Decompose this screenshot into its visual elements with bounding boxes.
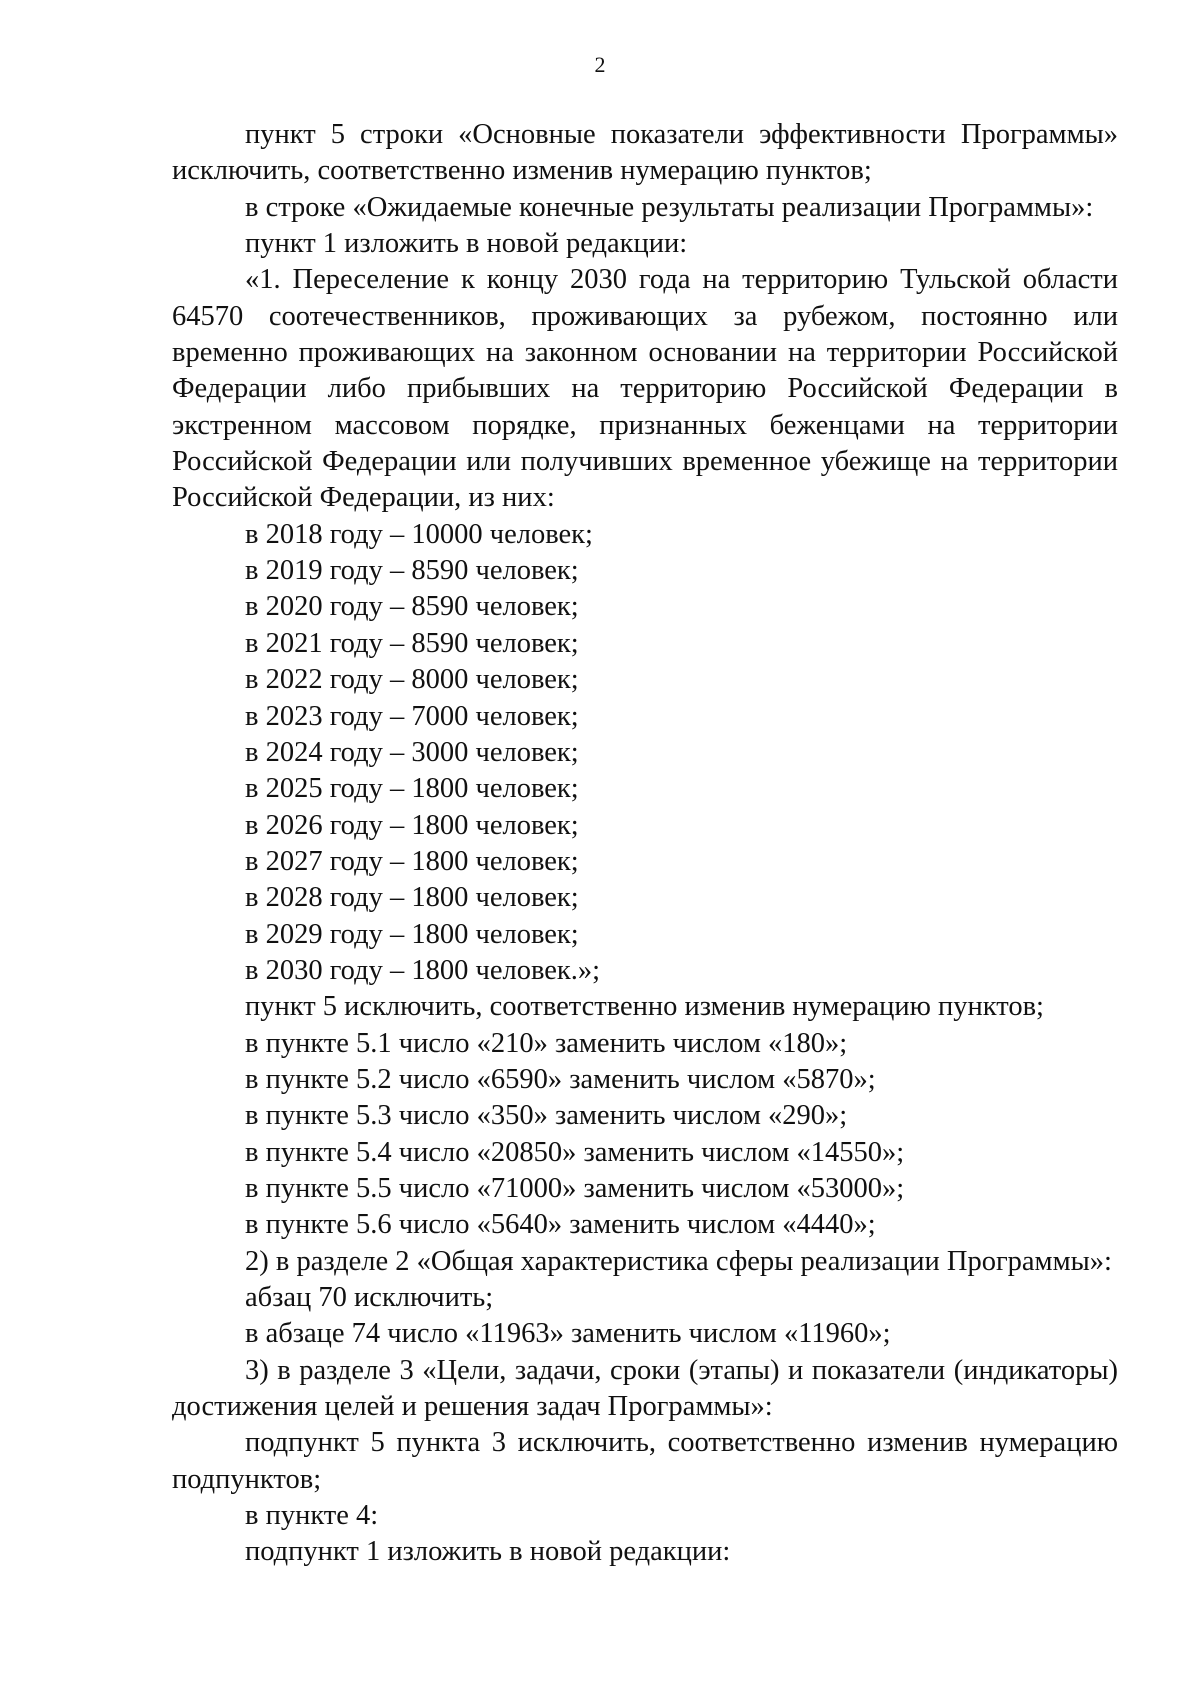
paragraph-in-point-4: в пункте 4: <box>245 1500 379 1532</box>
amendment-line: в пункте 5.4 число «20850» заменить числом «14550»; <box>245 1136 905 1168</box>
year-line-2027: в 2027 году – 1800 человек; <box>245 845 579 877</box>
year-line-2029: в 2029 году – 1800 человек; <box>245 918 579 950</box>
amendment-line: 2) в разделе 2 «Общая характеристика сферы реализации Программы»: <box>245 1245 1112 1277</box>
year-list <box>172 517 1118 989</box>
amendment-line: в пункте 5.1 число «210» заменить числом «180»; <box>245 1027 848 1059</box>
year-line-2025: в 2025 году – 1800 человек; <box>245 773 579 805</box>
amendment-line: в пункте 5.3 число «350» заменить числом «290»; <box>245 1100 848 1132</box>
paragraph-expected-results: в строке «Ожидаемые конечные результаты реализации Программы»: <box>245 191 1094 223</box>
document-body <box>172 117 1118 1571</box>
amendment-line: пункт 5 исключить, соответственно изменив нумерацию пунктов; <box>245 991 1044 1023</box>
year-line-2019: в 2019 году – 8590 человек; <box>245 555 579 587</box>
paragraph-section-3: 3) в разделе 3 «Цели, задачи, сроки (этапы) и показатели (индикаторы) достижения целей и решения задач Программы»: <box>172 1354 1118 1423</box>
amendment-line: в пункте 5.6 число «5640» заменить числом «4440»; <box>245 1209 876 1241</box>
paragraph-subpoint-1-new-edition: подпункт 1 изложить в новой редакции: <box>245 1536 731 1568</box>
amendment-line: в абзаце 74 число «11963» заменить числом «11960»; <box>245 1318 891 1350</box>
year-line-2020: в 2020 году – 8590 человек; <box>245 591 579 623</box>
year-line-2024: в 2024 году – 3000 человек; <box>245 736 579 768</box>
paragraph-exclude-point-5: пункт 5 строки «Основные показатели эффективности Программы» исключить, соответственно изменив нумерацию пунктов; <box>172 119 1118 187</box>
paragraph-point-1-new-edition: пункт 1 изложить в новой редакции: <box>245 228 688 260</box>
year-line-2030: в 2030 году – 1800 человек.»; <box>245 954 601 986</box>
year-line-2022: в 2022 году – 8000 человек; <box>245 664 579 696</box>
year-line-2021: в 2021 году – 8590 человек; <box>245 627 579 659</box>
year-line-2026: в 2026 году – 1800 человек; <box>245 809 579 841</box>
year-line-2023: в 2023 году – 7000 человек; <box>245 700 579 732</box>
year-line-2028: в 2028 году – 1800 человек; <box>245 882 579 914</box>
paragraph-subpoint-5-exclude: подпункт 5 пункта 3 исключить, соответственно изменив нумерацию подпунктов; <box>172 1427 1118 1495</box>
page-number: 2 <box>594 52 606 77</box>
amendment-list <box>172 989 1118 1352</box>
amendment-line: абзац 70 исключить; <box>245 1282 494 1313</box>
amendment-line: в пункте 5.5 число «71000» заменить числом «53000»; <box>245 1172 905 1204</box>
amendment-line: в пункте 5.2 число «6590» заменить числом «5870»; <box>245 1063 876 1095</box>
paragraph-resettlement-text: «1. Переселение к концу 2030 года на территорию Тульской области 64570 соотечественников, проживающих за рубежом, постоянно или временно проживающих на законном основании на территории Российской Федерации либо прибывших на территорию Российской Федерации в экстренном массовом порядке, признанных беженцами на территории Российской Федерации или получивших временное убежище на территории Российской Федерации, из них: <box>172 264 1118 514</box>
year-line-2018: в 2018 году – 10000 человек; <box>245 518 593 550</box>
